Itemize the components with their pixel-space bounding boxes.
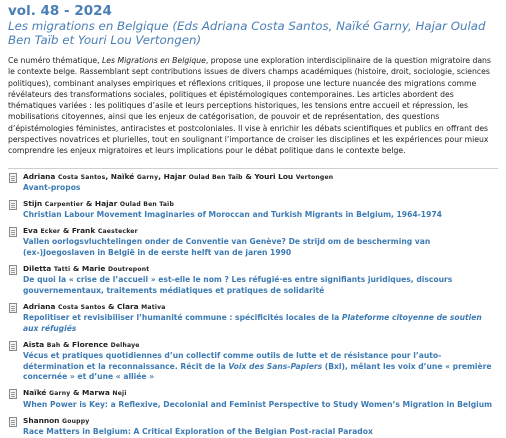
author-first-name: Florence [72, 339, 111, 349]
author-first-name: Marwa [82, 388, 113, 398]
article-authors [23, 388, 498, 399]
article-list [8, 172, 498, 438]
author-last-name: Bah [46, 341, 61, 349]
author-first-name: Stijn [23, 198, 45, 208]
title-segment: Race Matters in Belgium: A Critical Exploration of the Belgian Post-racial Paradox [23, 426, 373, 436]
author-last-name: Oulad Ben Taïb [188, 173, 243, 181]
author-first-name: Eva [23, 226, 41, 236]
article-item [8, 172, 498, 194]
title-segment: Vallen oorlogsvluchtelingen onder de Conventie van Genève? De strijd om de bescherming van (ex-)Joegoslaven in België in de eerste helft van de jaren 1990 [23, 237, 431, 258]
title-segment: De quoi la « crise de l’accueil » est-elle le nom ? Les réfugié·es entre signifiants juridiques, discours gouvernementaux, traitements médiatiques et pratiques de solidarité [23, 275, 453, 295]
article-title-link[interactable] [23, 237, 498, 258]
author-separator: , [158, 171, 164, 181]
author-separator: & [83, 198, 95, 208]
author-first-name: Naïké [23, 388, 50, 398]
article-title-link[interactable] [23, 275, 498, 296]
author-last-name: Garny [49, 390, 71, 398]
author-last-name: Tatti [53, 266, 71, 274]
intro-text-part-1: Ce numéro thématique, [8, 56, 102, 65]
article-title-link[interactable] [23, 427, 498, 438]
article-item [8, 340, 498, 383]
author-first-name: Youri Lou [254, 171, 296, 181]
intro-text-part-2: , propose une exploration interdisciplinaire de la question migratoire dans le contexte belge. Rassemblant sept contributions issues de divers champs académiques (histoire, droit, sociologie, sciences politiques), combinant analyses empiriques et réflexions critiques, il propose une lecture nuancée des migrations comme révélateurs des transformations sociales, politiques et épistémologiques contemporaines. Les articles abordent des thématiques variées : les politiques d’asile et leurs perceptions historiques, les tensions entre accueil et répression, les mobilisations citoyennes, ainsi que les enjeux de catégorisation, de pouvoir et de représentation, des questions d’épistémologies féministes, antiracistes et postcoloniales. Il vise à enrichir les débats scientifiques et publics en offrant des perspectives novatrices et plurielles, tout en soulignant l’importance de croiser les disciplines et les expériences pour mieux comprendre les enjeux migratoires et leurs implications pour le débat politique dans le contexte belge. [8, 56, 491, 156]
title-segment: Vécus et pratiques quotidiennes d’un collectif comme outils de lutte et de résistance pour l’auto-détermination et la reconnaissance. Récit de la [23, 351, 442, 371]
document-icon[interactable] [9, 389, 17, 399]
article-authors [23, 340, 498, 351]
article-authors [23, 416, 498, 427]
divider [8, 168, 498, 169]
document-icon[interactable] [9, 265, 17, 275]
author-last-name: Delhaye [110, 341, 140, 349]
author-last-name: Mativa [141, 304, 166, 312]
author-first-name: Frank [71, 226, 98, 236]
article-authors [23, 264, 498, 275]
author-first-name: Marie [81, 264, 108, 274]
article-authors [23, 226, 498, 237]
issue-title: Les migrations en Belgique (Eds Adriana Costa Santos, Naïké Garny, Hajar Oulad Ben Taïb et Youri Lou Vertongen) [8, 19, 486, 47]
author-first-name: Shannon [23, 415, 63, 425]
author-first-name: Adriana [23, 302, 58, 312]
document-icon[interactable] [9, 200, 17, 210]
title-italic-segment: Voix des Sans-Papiers [228, 361, 323, 371]
article-item [8, 416, 498, 438]
author-first-name: Hajar [94, 198, 120, 208]
author-separator: & [70, 264, 82, 274]
article-item [8, 388, 498, 410]
volume-heading: vol. 48 - 2024 [8, 3, 112, 19]
article-item [8, 264, 498, 296]
title-segment: (Bxl), mêlant les voix d’une « première concernée » et d’une « alliée » [23, 361, 492, 382]
author-last-name: Costa Santos [58, 304, 106, 312]
intro-emphasis: Les Migrations en Belgique [101, 56, 206, 65]
title-segment: Christian Labour Movement Imaginaries of Moroccan and Turkish Migrants in Belgium, 1964-1974 [23, 210, 442, 220]
article-title-link[interactable] [23, 210, 498, 221]
author-separator: & [60, 226, 72, 236]
title-segment: Repolitiser et revisibiliser l’humanité commune : spécificités locales de la [23, 313, 342, 323]
article-title-link[interactable] [23, 183, 498, 194]
document-icon[interactable] [9, 341, 17, 351]
document-icon[interactable] [9, 303, 17, 313]
article-item [8, 226, 498, 258]
article-title-link[interactable] [23, 351, 498, 383]
author-last-name: Carpentier [44, 200, 84, 208]
author-first-name: Clara [117, 302, 142, 312]
title-italic-segment: Plateforme citoyenne de soutien aux réfugiés [23, 313, 482, 333]
issue-header [0, 0, 506, 47]
author-separator: & [60, 339, 73, 349]
author-first-name: Adriana [23, 171, 58, 181]
author-first-name: Hajar [163, 171, 189, 181]
author-separator: , [105, 171, 111, 181]
document-icon[interactable] [9, 227, 17, 237]
author-first-name: Diletta [23, 264, 54, 274]
article-authors [23, 172, 498, 183]
author-separator: & [70, 388, 83, 398]
author-last-name: Oulad Ben Taïb [119, 200, 175, 208]
article-authors [23, 302, 498, 313]
author-first-name: Aïsta [23, 339, 47, 349]
article-title-link[interactable] [23, 313, 498, 334]
author-separator: & [242, 171, 255, 181]
author-last-name: Neji [112, 390, 127, 398]
author-last-name: Vertongen [295, 173, 334, 181]
title-segment: Avant-propos [23, 182, 81, 192]
document-icon[interactable] [9, 173, 17, 183]
author-first-name: Naïké [110, 171, 137, 181]
author-last-name: Gouppy [62, 417, 90, 425]
article-title-link[interactable] [23, 400, 498, 411]
author-last-name: Garny [136, 173, 159, 181]
author-last-name: Caestecker [97, 228, 138, 236]
author-last-name: Doutrepont [107, 266, 150, 274]
author-last-name: Ecker [40, 228, 61, 236]
article-authors [23, 199, 498, 210]
article-item [8, 199, 498, 221]
author-last-name: Costa Santos [58, 173, 106, 181]
document-icon[interactable] [9, 417, 17, 427]
article-item [8, 302, 498, 334]
issue-introduction [8, 55, 498, 157]
title-segment: When Power is Key: a Reflexive, Decolonial and Feminist Perspective to Study Women’s Migration in Belgium [23, 399, 493, 409]
author-separator: & [105, 302, 117, 312]
